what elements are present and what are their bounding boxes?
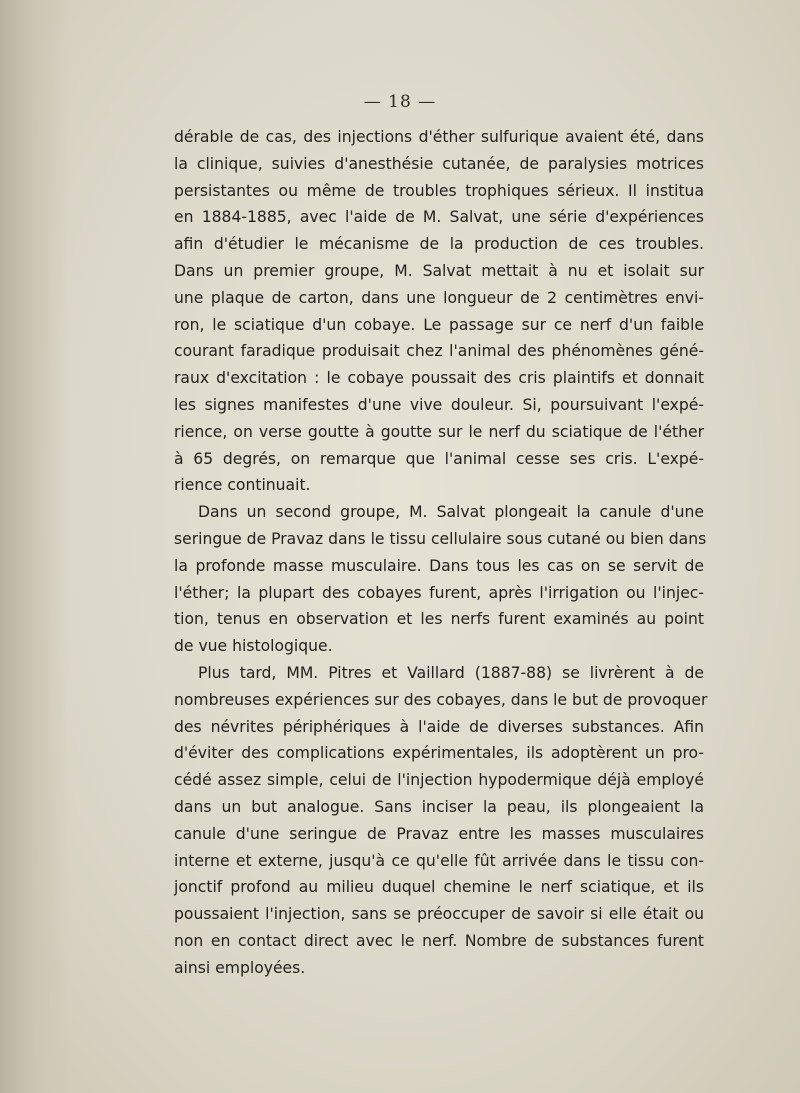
text-line: cédé assez simple, celui de l'injection hypodermique déjà employé (174, 771, 704, 790)
text-line: jonctif profond au milieu duquel chemine le nerf sciatique, et ils (174, 878, 704, 897)
text-line: interne et externe, jusqu'à ce qu'elle fût arrivée dans le tissu con- (174, 851, 704, 870)
page-binding-shadow (0, 0, 70, 1093)
text-line: en 1884-1885, avec l'aide de M. Salvat, une série d'expériences (174, 208, 704, 227)
text-line: la clinique, suivies d'anesthésie cutanée, de paralysies motrices (174, 154, 704, 173)
text-line: une plaque de carton, dans une longueur de 2 centimètres envi- (174, 288, 704, 307)
text-line: afin d'étudier le mécanisme de la production de ces troubles. (174, 235, 704, 254)
text-line: ron, le sciatique d'un cobaye. Le passage sur ce nerf d'un faible (174, 315, 704, 334)
text-line: Plus tard, MM. Pitres et Vaillard (1887-88) se livrèrent à de (198, 663, 704, 682)
text-line: la profonde masse musculaire. Dans tous les cas on se servit de (174, 556, 704, 575)
text-line: poussaient l'injection, sans se préoccuper de savoir si elle était ou (174, 905, 704, 924)
text-line: Dans un premier groupe, M. Salvat mettait à nu et isolait sur (174, 261, 704, 280)
text-line: persistantes ou même de troubles trophiques sérieux. Il institua (174, 181, 704, 200)
text-line: nombreuses expériences sur des cobayes, dans le but de provoquer (174, 690, 708, 709)
text-line: rience continuait. (174, 476, 311, 495)
text-line: les signes manifestes d'une vive douleur. Si, poursuivant l'expé- (174, 395, 704, 414)
text-line: raux d'excitation : le cobaye poussait des cris plaintifs et donnait (174, 369, 704, 388)
text-line: dans un but analogue. Sans inciser la peau, ils plongeaient la (174, 797, 704, 816)
text-line: d'éviter des complications expérimentales, ils adoptèrent un pro- (174, 744, 704, 763)
text-line: non en contact direct avec le nerf. Nombre de substances furent (174, 931, 704, 950)
text-line: dérable de cas, des injections d'éther sulfurique avaient été, dans (174, 128, 704, 146)
text-line: l'éther; la plupart des cobayes furent, après l'irrigation ou l'injec- (174, 583, 704, 602)
text-line: ainsi employées. (174, 958, 306, 977)
page-number: — 18 — (363, 92, 437, 112)
text-line: de vue histologique. (174, 637, 333, 656)
body-text (174, 124, 708, 982)
text-line: des névrites périphériques à l'aide de diverses substances. Afin (174, 717, 704, 736)
text-line: courant faradique produisait chez l'animal des phénomènes géné- (174, 342, 704, 361)
text-line: seringue de Pravaz dans le tissu cellulaire sous cutané ou bien dans (174, 529, 707, 548)
text-line: canule d'une seringue de Pravaz entre les masses musculaires (174, 824, 704, 843)
text-line: à 65 degrés, on remarque que l'animal cesse ses cris. L'expé- (174, 449, 704, 468)
text-line: tion, tenus en observation et les nerfs furent examinés au point (174, 610, 704, 629)
text-line: rience, on verse goutte à goutte sur le nerf du sciatique de l'éther (174, 422, 704, 441)
text-line: Dans un second groupe, M. Salvat plongeait la canule d'une (198, 503, 704, 522)
